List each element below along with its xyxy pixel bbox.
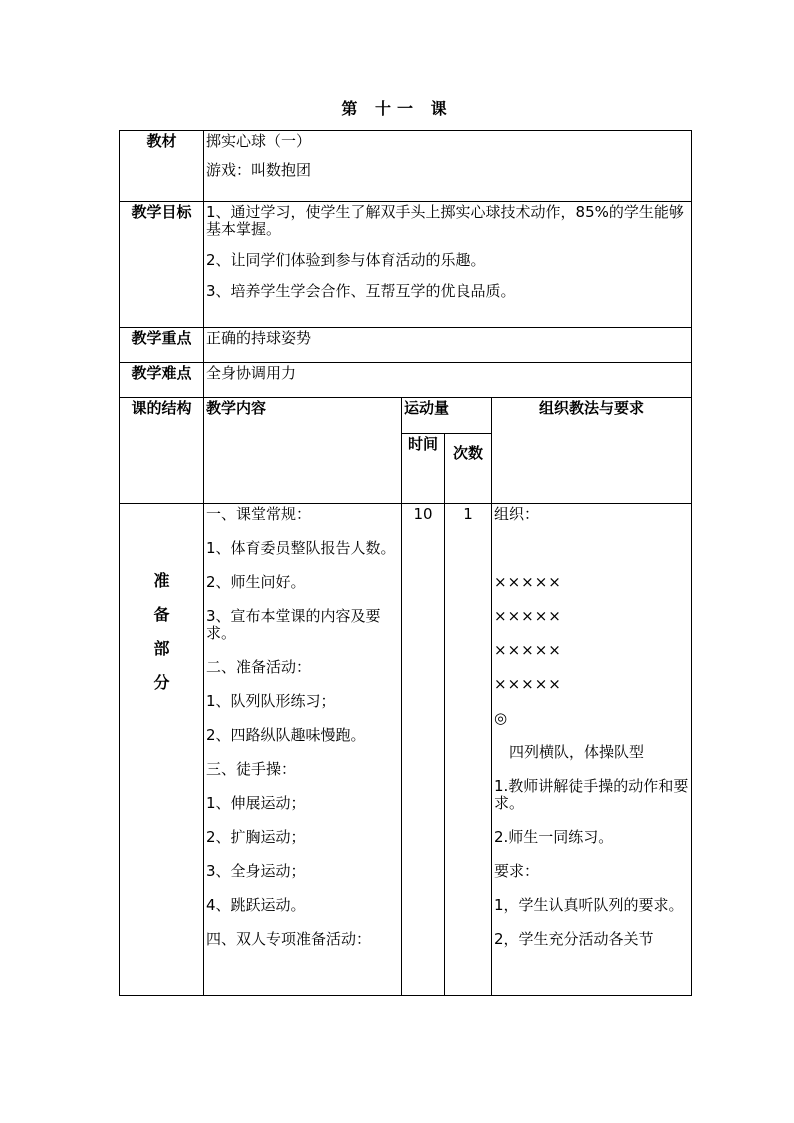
difficulty-label: 教学难点: [120, 363, 204, 398]
formation-row: ×××××: [494, 573, 562, 591]
key-point-text: 正确的持球姿势: [204, 328, 692, 363]
prep-content-line: 二、准备活动：: [206, 658, 312, 676]
prep-char-2: 备: [153, 605, 170, 624]
method-line: 四列横队，体操队型: [494, 743, 645, 761]
header-method: 组织教法与要求: [492, 398, 692, 504]
teacher-marker: ◎: [494, 709, 508, 727]
method-line: 1.教师讲解徒手操的动作和要求。: [494, 777, 689, 812]
goal-line-1: 1、通过学习，使学生了解双手头上掷实心球技术动作，85%的学生能够基本掌握。: [206, 203, 684, 238]
material-line-2: 游戏：叫数抱团: [206, 161, 312, 179]
header-content: 教学内容: [204, 398, 402, 504]
prep-char-1: 准: [153, 571, 170, 590]
prep-content-line: 3、全身运动；: [206, 862, 306, 880]
method-line: [494, 540, 689, 557]
material-line-1: 掷实心球（一）: [206, 132, 312, 150]
prep-char-4: 分: [153, 673, 170, 692]
prep-content-line: 2、扩胸运动；: [206, 828, 306, 846]
prep-char-3: 部: [153, 639, 170, 658]
lesson-title: 第 十一 课: [341, 99, 453, 118]
prep-content-line: 四、双人专项准备活动：: [206, 930, 372, 948]
prep-content-line: 3、宣布本堂课的内容及要求。: [206, 607, 381, 642]
row-key-point: [120, 328, 692, 363]
goals-content: [204, 202, 692, 328]
prep-content-line: 三、徒手操：: [206, 760, 297, 778]
header-time: 时间: [402, 434, 445, 504]
prep-content-line: 2、四路纵队趣味慢跑。: [206, 726, 366, 744]
header-load: 运动量: [402, 398, 492, 434]
prep-content-line: 4、跳跃运动。: [206, 896, 306, 914]
row-prep: [120, 504, 692, 996]
row-difficulty: [120, 363, 692, 398]
prep-method: [492, 504, 692, 996]
goals-label: 教学目标: [120, 202, 204, 328]
prep-content-line: 1、伸展运动；: [206, 794, 306, 812]
formation-row: ×××××: [494, 675, 562, 693]
method-line: 要求：: [494, 862, 540, 880]
prep-content-line: 1、队列队形练习；: [206, 692, 336, 710]
material-label: 教材: [120, 131, 204, 202]
header-structure: 课的结构: [120, 398, 204, 504]
prep-time: 10: [402, 504, 445, 996]
row-header-1: [120, 398, 692, 434]
prep-section-label: [120, 504, 204, 996]
prep-count: 1: [445, 504, 492, 996]
difficulty-text: 全身协调用力: [204, 363, 692, 398]
row-goals: [120, 202, 692, 328]
method-line: 2.师生一同练习。: [494, 828, 614, 846]
prep-content-line: 1、体育委员整队报告人数。: [206, 539, 396, 557]
method-line: 2，学生充分活动各关节: [494, 931, 654, 948]
material-content: [204, 131, 692, 202]
lesson-plan-table: [119, 130, 692, 996]
key-point-label: 教学重点: [120, 328, 204, 363]
goal-line-2: 2、让同学们体验到参与体育活动的乐趣。: [206, 251, 486, 269]
header-count: 次数: [445, 434, 492, 504]
goal-line-3: 3、培养学生学会合作、互帮互学的优良品质。: [206, 282, 516, 300]
formation-row: ×××××: [494, 607, 562, 625]
method-line: 组织：: [494, 505, 540, 523]
prep-content-line: 一、课堂常规：: [206, 505, 312, 523]
prep-content: [204, 504, 402, 996]
row-material: [120, 131, 692, 202]
prep-content-line: 2、师生问好。: [206, 573, 306, 591]
method-line: 1，学生认真听队列的要求。: [494, 896, 684, 914]
formation-row: ×××××: [494, 641, 562, 659]
